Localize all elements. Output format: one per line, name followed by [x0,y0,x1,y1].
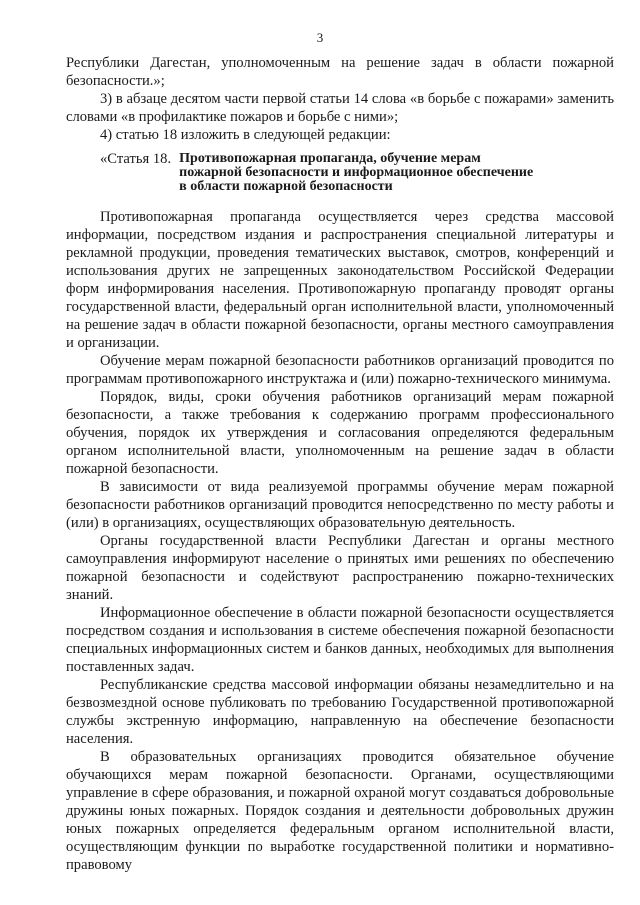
body-paragraph: В образовательных организациях проводится обязательное обучение обучающихся мерам пожарной безопасности. Органами, осуществляющими управление в сфере образования, и пожарной охраной могут создаваться добровольные дружины юных пожарных. Порядок создания и деятельности добровольных дружин юных пожарных определяется федеральным органом исполнительной власти, осуществляющим функции по выработке государственной политики и нормативно-правовому [66,749,614,873]
intro-paragraph-continuation: Республики Дагестан, уполномоченным на решение задач в области пожарной безопасности.»; [66,55,614,89]
body-paragraph: Порядок, виды, сроки обучения работников организаций мерам пожарной безопасности, а также требования к содержанию программ профессионального обучения, порядок их утверждения и согласования определяются федеральным органом исполнительной власти, уполномоченным на решение задач в области пожарной безопасности. [66,389,614,477]
body-paragraph: Органы государственной власти Республики Дагестан и органы местного самоуправления информируют население о принятых ими решениях по обеспечению пожарной безопасности и содействуют распространению пожарно-технических знаний. [66,533,614,603]
article-title-line: в области пожарной безопасности [179,179,393,194]
intro-paragraph-item-4: 4) статью 18 изложить в следующей редакции: [100,127,391,143]
body-paragraph: Республиканские средства массовой информации обязаны незамедлительно и на безвозмездной основе публиковать по требованию Государственной противопожарной службы экстренную информацию, направленную на обеспечение безопасности населения. [66,677,614,747]
article-title-line: Противопожарная пропаганда, обучение мерам [179,151,481,166]
document-body [66,54,614,874]
article-heading [100,152,614,194]
body-paragraph: Обучение мерам пожарной безопасности работников организаций проводится по программам противопожарного инструктажа и (или) пожарно-технического минимума. [66,353,614,387]
intro-paragraph-item-3: 3) в абзаце десятом части первой статьи 14 слова «в борьбе с пожарами» заменить словами «в профилактике пожаров и борьбе с ними»; [66,91,614,125]
body-paragraph: Информационное обеспечение в области пожарной безопасности осуществляется посредством создания и использования в системе обеспечения пожарной безопасности специальных информационных систем и банков данных, необходимых для выполнения поставленных задач. [66,605,614,675]
page-number: 3 [316,30,324,45]
body-paragraph: Противопожарная пропаганда осуществляется через средства массовой информации, посредством издания и распространения специальной литературы и рекламной продукции, проведения тематических выставок, смотров, конференций и использования других не запрещенных законодательством Российской Федерации форм информирования населения. Противопожарную пропаганду проводят органы государственной власти, федеральный орган исполнительной власти, уполномоченный на решение задач в области пожарной безопасности, органы местного самоуправления и организации. [66,209,614,351]
article-title [179,152,533,194]
body-paragraph: В зависимости от вида реализуемой программы обучение мерам пожарной безопасности работников организаций проводится непосредственно по месту работы и (или) в организациях, осуществляющих образовательную деятельность. [66,479,614,531]
article-label: «Статья 18. [100,151,172,167]
article-title-line: пожарной безопасности и информационное обеспечение [179,165,534,180]
